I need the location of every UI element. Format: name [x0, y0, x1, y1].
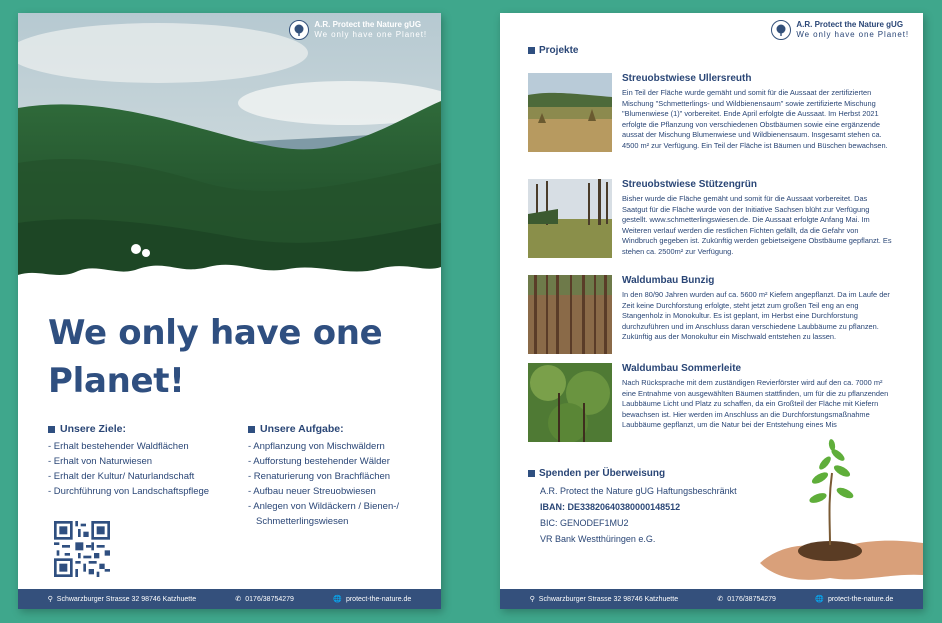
project-text: Bisher wurde die Fläche gemäht und somit für die Aussaat vorbereitet. Das Saatgut für die Fläche wurde von der Initiative Sachsen blüht zur Verfügung gestellt. www.schmetterlingswiesen.de. Die Aussaat erfolgte Anfang Mai. Im Weiteren verlauf werden die restlichen Fichten gefällt, da die Gefahr von Windbruch gegeben ist. Zukünftig werden gebietseigene Obstbäume gepflanzt. Es stehen ca. 2500m² zur Verfügung. [622, 194, 892, 256]
phone-icon: ✆ [717, 596, 724, 603]
footer-phone[interactable]: 0176/38754279 [727, 595, 776, 603]
project-text: Ein Teil der Fläche wurde gemäht und somit für die Aussaat der zertifizierten Mischung "Schmetterlings- und Wildbienensaum" sowie zertifizierte Mischung "Blumenwiese (1)" vorbereitet. Ende April erfolgte die Aussaat. Im Herbst 2021 erfolgte die Pflanzung von verschiedenen Obstbäumen sowie eine ergänzende aussat der Mischung Blumenwiese und Wildbienensaum. Insgesamt stehen ca. 4500 m² zur Verfügung. Ein Teil der Fläche ist Bäumen und Büschen bewachsen. [622, 88, 888, 150]
flyer-front-page [18, 13, 441, 609]
list-item: - Anpflanzung von Mischwäldern [248, 441, 385, 452]
tree-logo-icon [771, 20, 791, 40]
donation-bank: VR Bank Westthüringen e.G. [540, 534, 656, 544]
footer-phone[interactable]: 0176/38754279 [245, 595, 294, 603]
bullet-square-icon [528, 47, 535, 54]
donation-title: Spenden per Überweisung [539, 468, 666, 479]
goals-title: Unsere Ziele: [60, 423, 126, 435]
donation-account: A.R. Protect the Nature gUG Haftungsbeschränkt [540, 486, 737, 496]
brand-name: A.R. Protect the Nature gUG [314, 20, 422, 29]
list-item: - Renaturierung von Brachflächen [248, 471, 391, 482]
flyer-back-page [500, 13, 923, 609]
bullet-square-icon [528, 470, 535, 477]
list-item: - Anlegen von Wildäckern / Bienen-/ [248, 501, 400, 512]
globe-icon: 🌐 [815, 596, 824, 603]
brand-name: A.R. Protect the Nature gUG [796, 20, 904, 29]
headline-line-1: We only have one [48, 313, 383, 353]
tasks-list [248, 439, 399, 529]
project-photo-mixed-forest [528, 363, 612, 442]
location-pin-icon: ⚲ [529, 596, 535, 603]
qr-code[interactable] [54, 521, 110, 577]
footer-address: Schwarzburger Strasse 32 98746 Katzhuette [538, 595, 679, 603]
footer-bar [18, 589, 441, 609]
footer-bar [500, 589, 923, 609]
projects-heading: Projekte [528, 45, 578, 56]
phone-icon: ✆ [235, 596, 242, 603]
project-card [528, 275, 908, 361]
list-item: - Aufforstung bestehender Wälder [248, 456, 390, 467]
list-item: - Erhalt bestehender Waldflächen [48, 441, 189, 452]
list-item: - Durchführung von Landschaftspflege [48, 486, 210, 497]
project-title: Waldumbau Bunzig [622, 275, 715, 286]
headline-line-2: Planet! [48, 361, 185, 401]
list-item: - Erhalt von Naturwiesen [48, 456, 153, 467]
project-text: Nach Rücksprache mit dem zuständigen Revierförster wird auf den ca. 7000 m² eine Entnahme von ausgewählten Bäumen stattfinden, um für die zu pflanzenden Laubbäume Licht und Platz zu schaffen, da ein Großteil der Fläche mit Kiefern bewachsen ist. Hier werden im Anschluss an die Durchforstungsmaßnahme Laubbäume gepflanzt, um die Natur bei der Entstehung eines Mis [622, 378, 889, 430]
project-title: Waldumbau Sommerleite [622, 363, 742, 374]
donation-section [528, 468, 737, 547]
project-photo-clearing [528, 179, 612, 258]
globe-icon: 🌐 [333, 596, 342, 603]
brand-tagline: We only have one Planet! [796, 30, 909, 39]
list-item: - Aufbau neuer Streuobwiesen [248, 486, 376, 497]
brand-tagline: We only have one Planet! [314, 30, 427, 39]
project-title: Streuobstwiese Stützengrün [622, 179, 758, 190]
project-card [528, 179, 908, 265]
project-title: Streuobstwiese Ullersreuth [622, 73, 752, 84]
footer-web[interactable]: protect-the-nature.de [345, 595, 412, 603]
tree-logo-icon [289, 20, 309, 40]
seedling-in-hands-image [750, 433, 923, 583]
bullet-square-icon [248, 426, 255, 433]
footer-web[interactable]: protect-the-nature.de [827, 595, 894, 603]
brand-header [289, 20, 427, 40]
tasks-title: Unsere Aufgabe: [260, 423, 344, 435]
tasks-section [248, 423, 399, 529]
forest-hero-image [18, 13, 441, 303]
goals-list [48, 439, 209, 499]
page-title [48, 309, 382, 405]
project-card [528, 73, 908, 159]
goals-section [48, 423, 209, 499]
bullet-square-icon [48, 426, 55, 433]
project-text: In den 80/90 Jahren wurden auf ca. 5600 m² Kiefern angepflanzt. Da im Laufe der Zeit keine Durchforstung erfolgte, steht jetzt zum großen Teil eng an eng Stangenholz in Monokultur. Es ist geplant, im Herbst eine Durchforstung durchzuführen und im Anschluss daran verschiedene Laubbäume zu pflanzen. Zukünftig aus der Monokultur ein Mischwald entstehen zu lassen. [622, 290, 890, 342]
location-pin-icon: ⚲ [47, 596, 53, 603]
footer-address: Schwarzburger Strasse 32 98746 Katzhuette [56, 595, 197, 603]
donation-iban: IBAN: DE33820640380000148512 [540, 502, 681, 512]
list-item: - Erhalt der Kultur/ Naturlandschaft [48, 471, 195, 482]
donation-bic: BIC: GENODEF1MU2 [540, 518, 629, 528]
project-photo-pine-forest [528, 275, 612, 354]
brand-header [771, 20, 909, 40]
list-item: Schmetterlingswiesen [256, 516, 349, 527]
project-photo-meadow [528, 73, 612, 152]
